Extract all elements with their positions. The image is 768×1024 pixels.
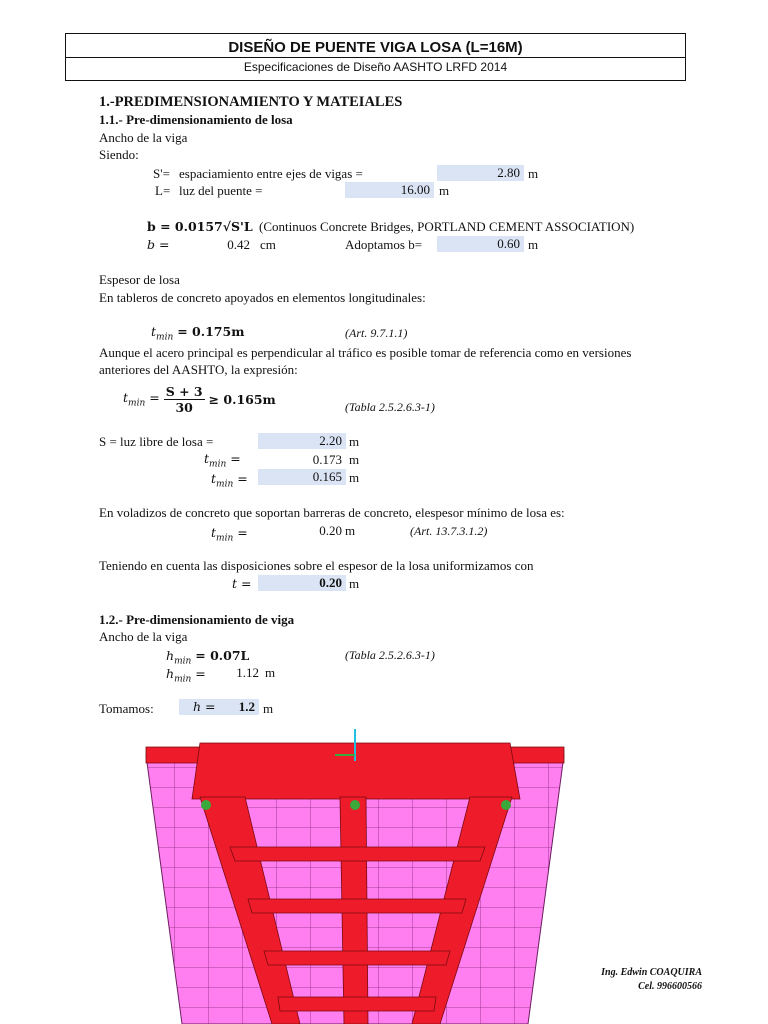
section-heading: 1.-PREDIMENSIONAMIENTO Y MATEIALES bbox=[99, 94, 403, 110]
signature-name: Ing. Edwin COAQUIRA bbox=[601, 967, 702, 978]
tmin-label-voladizo: $t_{min}$ = bbox=[211, 525, 248, 544]
text-voladizos: En voladizos de concreto que soportan barreras de concreto, elespesor mínimo de losa es: bbox=[99, 505, 565, 520]
b-eq: b = bbox=[147, 237, 170, 252]
subsection-heading-losa: 1.1.- Pre-dimensionamiento de losa bbox=[99, 112, 293, 127]
s-symbol: S'= bbox=[153, 166, 170, 181]
article-ref-1: (Art. 9.7.1.1) bbox=[345, 326, 408, 340]
tmin-formula-2: $t_{min}$ = $\frac{S + 3}{30}$ ≥ 0.165m bbox=[123, 384, 276, 415]
document-subtitle: Especificaciones de Diseño AASHTO LRFD 2014 bbox=[243, 60, 508, 74]
unit-m: m bbox=[263, 701, 274, 716]
hmin-value: 1.12 bbox=[236, 665, 259, 680]
text-aunque-1: Aunque el acero principal es perpendicular al tráfico es posible tomar de referencia como en versiones bbox=[99, 345, 632, 360]
sl-value-cell: 2.20 bbox=[258, 433, 346, 449]
hmin-label: $h_{min}$ = bbox=[166, 666, 206, 685]
tmin-formula-1: $t_{min} = 0.175m$ bbox=[151, 324, 245, 343]
title-divider bbox=[65, 57, 686, 58]
unit-m: m bbox=[439, 183, 450, 198]
text-tomamos: Tomamos: bbox=[99, 701, 154, 716]
sl-label: S = luz libre de losa = bbox=[99, 434, 214, 449]
l-symbol: L= bbox=[155, 183, 171, 198]
tmin-label-b: $t_{min}$ = bbox=[211, 471, 248, 490]
b-formula: b = 0.0157√S'L bbox=[147, 219, 253, 234]
unit-m: m bbox=[265, 665, 276, 680]
t-value-cell: 0.20 bbox=[258, 575, 346, 591]
hmin-formula: $h_{min} = 0.07L$ bbox=[166, 648, 250, 667]
h-cell: h = 1.2 bbox=[179, 699, 259, 715]
article-ref-2: (Art. 13.7.3.1.2) bbox=[410, 524, 488, 538]
unit-m: m bbox=[345, 523, 356, 538]
table-ref-2: (Tabla 2.5.2.6.3-1) bbox=[345, 648, 435, 662]
subsection-heading-viga: 1.2.- Pre-dimensionamiento de viga bbox=[99, 612, 295, 627]
l-description: luz del puente = bbox=[179, 183, 263, 198]
document-title: DISEÑO DE PUENTE VIGA LOSA (L=16M) bbox=[228, 39, 523, 56]
adopt-label: Adoptamos b= bbox=[345, 237, 423, 252]
table-ref-1: (Tabla 2.5.2.6.3-1) bbox=[345, 400, 435, 414]
text-ancho-viga-2: Ancho de la viga bbox=[99, 629, 188, 644]
text-teniendo: Teniendo en cuenta las disposiciones sobre el espesor de la losa uniformizamos con bbox=[99, 558, 534, 573]
text-tableros: En tableros de concreto apoyados en elementos longitudinales: bbox=[99, 290, 426, 305]
text-siendo: Siendo: bbox=[99, 147, 139, 162]
unit-cm: cm bbox=[260, 237, 276, 252]
s-value-cell: 2.80 bbox=[437, 165, 524, 181]
adopt-value-cell: 0.60 bbox=[437, 236, 524, 252]
signature-cel: Cel. 996600566 bbox=[638, 981, 702, 992]
tmin-label-a: $t_{min}$ = bbox=[204, 451, 241, 470]
unit-m: m bbox=[528, 166, 539, 181]
tmin-value-a: 0.173 bbox=[312, 452, 342, 467]
b-reference: (Continuos Concrete Bridges, PORTLAND CEMENT ASSOCIATION) bbox=[259, 219, 635, 234]
text-ancho-viga: Ancho de la viga bbox=[99, 130, 188, 145]
text-espesor-losa: Espesor de losa bbox=[99, 272, 180, 287]
s-description: espaciamiento entre ejes de vigas = bbox=[179, 166, 363, 181]
tmin-value-b-cell: 0.165 bbox=[258, 469, 346, 485]
unit-m: m bbox=[349, 576, 360, 591]
unit-m: m bbox=[349, 470, 360, 485]
t-label: t = bbox=[232, 576, 252, 591]
text-aunque-2: anteriores del AASHTO, la expresión: bbox=[99, 362, 298, 377]
b-value: 0.42 bbox=[227, 237, 250, 252]
unit-m: m bbox=[528, 237, 539, 252]
l-value-cell: 16.00 bbox=[345, 182, 434, 198]
unit-m: m bbox=[349, 434, 360, 449]
unit-m: m bbox=[349, 452, 360, 467]
bridge-model-illustration bbox=[140, 727, 570, 1024]
tmin-voladizo-value: 0.20 bbox=[319, 523, 342, 538]
